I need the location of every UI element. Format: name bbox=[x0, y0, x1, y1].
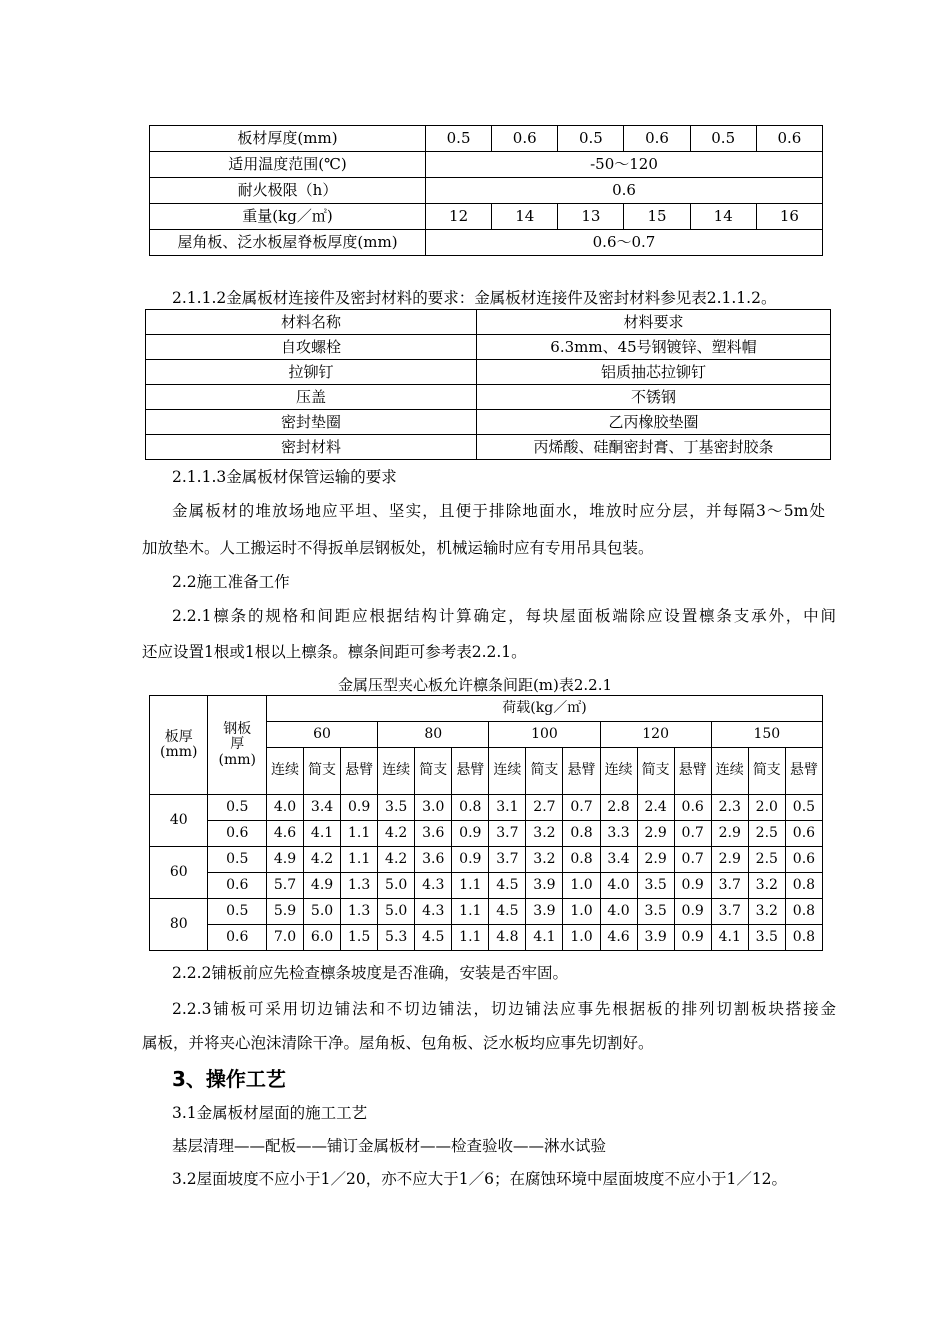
paragraph-storage-line1: 金属板材的堆放场地应平坦、坚实，且便于排除地面水，堆放时应分层，并每隔3～5m处 bbox=[172, 502, 825, 520]
table-row bbox=[150, 821, 823, 847]
spacing-cell: 1.0 bbox=[563, 899, 600, 925]
load-value: 60 bbox=[266, 722, 377, 748]
spacing-cell: 5.9 bbox=[266, 899, 303, 925]
cell: 14 bbox=[690, 204, 756, 230]
steel-thickness-cell: 0.6 bbox=[208, 925, 266, 951]
spacing-cell: 1.1 bbox=[452, 925, 489, 951]
row-label: 板材厚度(mm) bbox=[150, 126, 426, 152]
paragraph-2113: 2.1.1.3金属板材保管运输的要求 bbox=[172, 468, 397, 486]
support-type-header: 连续 bbox=[378, 748, 415, 795]
paragraph-223-line2: 属板，并将夹心泡沫清除干净。屋角板、包角板、泛水板均应事先切割好。 bbox=[142, 1034, 654, 1052]
spacing-cell: 2.9 bbox=[711, 847, 748, 873]
spacing-cell: 3.7 bbox=[711, 873, 748, 899]
spacing-cell: 2.9 bbox=[711, 821, 748, 847]
paragraph-221-line1: 2.2.1檩条的规格和间距应根据结构计算确定，每块屋面板端除应设置檩条支承外，中间 bbox=[172, 607, 836, 625]
spacing-cell: 3.5 bbox=[637, 899, 674, 925]
board-spec-table bbox=[149, 125, 823, 256]
table-row bbox=[150, 873, 823, 899]
table-row bbox=[150, 230, 823, 256]
spacing-cell: 1.0 bbox=[563, 925, 600, 951]
spacing-cell: 2.7 bbox=[526, 795, 563, 821]
cell: 0.5 bbox=[426, 126, 492, 152]
spacing-cell: 3.1 bbox=[489, 795, 526, 821]
spacing-cell: 3.0 bbox=[415, 795, 452, 821]
row-label: 适用温度范围(℃) bbox=[150, 152, 426, 178]
cell: 14 bbox=[492, 204, 558, 230]
spacing-cell: 1.5 bbox=[341, 925, 378, 951]
spacing-cell: 2.0 bbox=[748, 795, 785, 821]
spacing-cell: 3.7 bbox=[489, 821, 526, 847]
spacing-cell: 0.9 bbox=[674, 925, 711, 951]
table-row bbox=[150, 925, 823, 951]
steel-thickness-cell: 0.6 bbox=[208, 873, 266, 899]
spacing-cell: 0.8 bbox=[563, 847, 600, 873]
spacing-cell: 5.0 bbox=[304, 899, 341, 925]
spacing-cell: 4.2 bbox=[304, 847, 341, 873]
spacing-cell: 1.3 bbox=[341, 873, 378, 899]
spacing-cell: 4.8 bbox=[489, 925, 526, 951]
cell: 0.6～0.7 bbox=[426, 230, 823, 256]
load-value: 120 bbox=[600, 722, 711, 748]
spacing-cell: 1.1 bbox=[341, 847, 378, 873]
spacing-cell: 2.3 bbox=[711, 795, 748, 821]
spacing-cell: 3.6 bbox=[415, 821, 452, 847]
paragraph-221-line2: 还应设置1根或1根以上檩条。檩条间距可参考表2.2.1。 bbox=[142, 643, 527, 661]
support-type-header: 连续 bbox=[711, 748, 748, 795]
paragraph-32: 3.2屋面坡度不应小于1／20，亦不应大于1／6；在腐蚀环境中屋面坡度不应小于1／12。 bbox=[172, 1170, 788, 1188]
spacing-cell: 2.5 bbox=[748, 821, 785, 847]
spacing-cell: 1.1 bbox=[452, 873, 489, 899]
support-type-header: 悬臂 bbox=[785, 748, 822, 795]
spacing-cell: 0.8 bbox=[563, 821, 600, 847]
cell: -50～120 bbox=[426, 152, 823, 178]
spacing-cell: 3.6 bbox=[415, 847, 452, 873]
spacing-cell: 4.0 bbox=[266, 795, 303, 821]
load-value: 100 bbox=[489, 722, 600, 748]
spacing-cell: 0.6 bbox=[785, 847, 822, 873]
spacing-cell: 0.9 bbox=[452, 821, 489, 847]
table-row bbox=[150, 126, 823, 152]
cell: 自攻螺栓 bbox=[146, 335, 477, 360]
spacing-cell: 4.0 bbox=[600, 873, 637, 899]
paragraph-22: 2.2施工准备工作 bbox=[172, 573, 290, 591]
cell: 0.5 bbox=[558, 126, 624, 152]
spacing-cell: 0.8 bbox=[785, 925, 822, 951]
support-type-header: 悬臂 bbox=[452, 748, 489, 795]
spacing-cell: 2.4 bbox=[637, 795, 674, 821]
spacing-cell: 4.1 bbox=[711, 925, 748, 951]
spacing-cell: 2.8 bbox=[600, 795, 637, 821]
support-type-header: 简支 bbox=[304, 748, 341, 795]
spacing-cell: 3.2 bbox=[748, 873, 785, 899]
table-row bbox=[146, 410, 831, 435]
table-row bbox=[146, 385, 831, 410]
fastener-material-table bbox=[145, 309, 831, 460]
paragraph-storage-line2: 加放垫木。人工搬运时不得扳单层钢板处，机械运输时应有专用吊具包装。 bbox=[142, 539, 654, 557]
support-type-header: 连续 bbox=[266, 748, 303, 795]
spacing-cell: 5.0 bbox=[378, 873, 415, 899]
spacing-cell: 3.4 bbox=[600, 847, 637, 873]
support-type-header: 简支 bbox=[415, 748, 452, 795]
table-row bbox=[146, 360, 831, 385]
spacing-cell: 4.2 bbox=[378, 821, 415, 847]
cell: 铝质抽芯拉铆钉 bbox=[477, 360, 831, 385]
board-thickness-cell: 40 bbox=[150, 795, 208, 847]
column-header: 材料名称 bbox=[146, 310, 477, 335]
row-label: 屋角板、泛水板屋脊板厚度(mm) bbox=[150, 230, 426, 256]
spacing-cell: 1.1 bbox=[452, 899, 489, 925]
support-type-header: 悬臂 bbox=[674, 748, 711, 795]
spacing-cell: 2.9 bbox=[637, 847, 674, 873]
spacing-cell: 6.0 bbox=[304, 925, 341, 951]
spacing-cell: 0.9 bbox=[341, 795, 378, 821]
spacing-cell: 4.2 bbox=[378, 847, 415, 873]
cell: 密封垫圈 bbox=[146, 410, 477, 435]
cell: 16 bbox=[756, 204, 822, 230]
row-label: 重量(kg／㎡) bbox=[150, 204, 426, 230]
spacing-cell: 0.7 bbox=[674, 821, 711, 847]
spacing-cell: 0.8 bbox=[452, 795, 489, 821]
cell: 密封材料 bbox=[146, 435, 477, 460]
load-value: 150 bbox=[711, 722, 822, 748]
table-row bbox=[146, 335, 831, 360]
spacing-cell: 3.7 bbox=[489, 847, 526, 873]
spacing-cell: 3.2 bbox=[526, 821, 563, 847]
spacing-cell: 7.0 bbox=[266, 925, 303, 951]
spacing-cell: 4.6 bbox=[600, 925, 637, 951]
table-caption: 金属压型夹心板允许檩条间距(m)表2.2.1 bbox=[337, 676, 613, 694]
section-heading: 3、操作工艺 bbox=[172, 1067, 286, 1091]
spacing-cell: 4.6 bbox=[266, 821, 303, 847]
cell: 0.6 bbox=[492, 126, 558, 152]
cell: 0.6 bbox=[624, 126, 690, 152]
cell: 不锈钢 bbox=[477, 385, 831, 410]
spacing-cell: 2.9 bbox=[637, 821, 674, 847]
spacing-cell: 3.9 bbox=[637, 925, 674, 951]
spacing-cell: 4.1 bbox=[304, 821, 341, 847]
cell: 压盖 bbox=[146, 385, 477, 410]
support-type-header: 简支 bbox=[748, 748, 785, 795]
paragraph-31-flow: 基层清理——配板——铺订金属板材——检查验收——淋水试验 bbox=[172, 1137, 607, 1155]
table-row bbox=[150, 204, 823, 230]
spacing-cell: 1.0 bbox=[563, 873, 600, 899]
purlin-spacing-table bbox=[149, 695, 823, 951]
spacing-cell: 4.1 bbox=[526, 925, 563, 951]
steel-thickness-cell: 0.5 bbox=[208, 847, 266, 873]
steel-thickness-cell: 0.5 bbox=[208, 795, 266, 821]
spacing-cell: 4.5 bbox=[489, 873, 526, 899]
paragraph-31: 3.1金属板材屋面的施工工艺 bbox=[172, 1104, 368, 1122]
support-type-header: 连续 bbox=[600, 748, 637, 795]
spacing-cell: 0.7 bbox=[674, 847, 711, 873]
cell: 0.6 bbox=[426, 178, 823, 204]
spacing-cell: 3.2 bbox=[748, 899, 785, 925]
spacing-cell: 4.3 bbox=[415, 899, 452, 925]
support-type-header: 悬臂 bbox=[341, 748, 378, 795]
cell: 丙烯酸、硅酮密封膏、丁基密封胶条 bbox=[477, 435, 831, 460]
spacing-cell: 1.3 bbox=[341, 899, 378, 925]
paragraph-2112: 2.1.1.2金属板材连接件及密封材料的要求：金属板材连接件及密封材料参见表2.1.1.2。 bbox=[172, 289, 777, 307]
table-row bbox=[150, 152, 823, 178]
spacing-cell: 0.8 bbox=[785, 899, 822, 925]
spacing-cell: 4.5 bbox=[415, 925, 452, 951]
steel-thickness-header: 钢板厚(mm) bbox=[208, 696, 266, 795]
spacing-cell: 2.5 bbox=[748, 847, 785, 873]
table-header-row bbox=[150, 696, 823, 722]
board-thickness-header: 板厚(mm) bbox=[150, 696, 208, 795]
support-type-header: 悬臂 bbox=[563, 748, 600, 795]
spacing-cell: 0.9 bbox=[674, 899, 711, 925]
spacing-cell: 4.0 bbox=[600, 899, 637, 925]
spacing-cell: 5.7 bbox=[266, 873, 303, 899]
load-value: 80 bbox=[378, 722, 489, 748]
spacing-cell: 5.0 bbox=[378, 899, 415, 925]
spacing-cell: 0.7 bbox=[563, 795, 600, 821]
support-type-header: 简支 bbox=[637, 748, 674, 795]
spacing-cell: 3.9 bbox=[526, 873, 563, 899]
cell: 0.6 bbox=[756, 126, 822, 152]
spacing-cell: 3.4 bbox=[304, 795, 341, 821]
support-type-header: 连续 bbox=[489, 748, 526, 795]
spacing-cell: 3.5 bbox=[378, 795, 415, 821]
steel-thickness-cell: 0.5 bbox=[208, 899, 266, 925]
column-header: 材料要求 bbox=[477, 310, 831, 335]
cell: 6.3mm、45号钢镀锌、塑料帽 bbox=[477, 335, 831, 360]
row-label: 耐火极限（h） bbox=[150, 178, 426, 204]
spacing-cell: 1.1 bbox=[341, 821, 378, 847]
spacing-cell: 3.2 bbox=[526, 847, 563, 873]
cell: 15 bbox=[624, 204, 690, 230]
spacing-cell: 3.9 bbox=[526, 899, 563, 925]
table-row bbox=[150, 899, 823, 925]
spacing-cell: 4.9 bbox=[304, 873, 341, 899]
spacing-cell: 0.9 bbox=[674, 873, 711, 899]
spacing-cell: 3.7 bbox=[711, 899, 748, 925]
spacing-cell: 4.9 bbox=[266, 847, 303, 873]
spacing-cell: 0.9 bbox=[452, 847, 489, 873]
spacing-cell: 3.3 bbox=[600, 821, 637, 847]
load-header: 荷载(kg／㎡) bbox=[266, 696, 822, 722]
spacing-cell: 4.5 bbox=[489, 899, 526, 925]
steel-thickness-cell: 0.6 bbox=[208, 821, 266, 847]
table-row bbox=[150, 847, 823, 873]
paragraph-222: 2.2.2铺板前应先检查檩条坡度是否准确，安装是否牢固。 bbox=[172, 964, 568, 982]
support-type-header: 简支 bbox=[526, 748, 563, 795]
board-thickness-cell: 60 bbox=[150, 847, 208, 899]
table-row bbox=[150, 178, 823, 204]
table-header-row bbox=[146, 310, 831, 335]
spacing-cell: 0.6 bbox=[674, 795, 711, 821]
cell: 0.5 bbox=[690, 126, 756, 152]
board-thickness-cell: 80 bbox=[150, 899, 208, 951]
spacing-cell: 5.3 bbox=[378, 925, 415, 951]
table-row bbox=[150, 795, 823, 821]
cell: 拉铆钉 bbox=[146, 360, 477, 385]
spacing-cell: 3.5 bbox=[637, 873, 674, 899]
table-row bbox=[146, 435, 831, 460]
cell: 乙丙橡胶垫圈 bbox=[477, 410, 831, 435]
spacing-cell: 0.8 bbox=[785, 873, 822, 899]
spacing-cell: 4.3 bbox=[415, 873, 452, 899]
spacing-cell: 3.5 bbox=[748, 925, 785, 951]
cell: 13 bbox=[558, 204, 624, 230]
spacing-cell: 0.5 bbox=[785, 795, 822, 821]
spacing-cell: 0.6 bbox=[785, 821, 822, 847]
cell: 12 bbox=[426, 204, 492, 230]
table-body bbox=[150, 795, 823, 951]
paragraph-223-line1: 2.2.3铺板可采用切边铺法和不切边铺法，切边铺法应事先根据板的排列切割板块搭接金 bbox=[172, 1000, 836, 1018]
